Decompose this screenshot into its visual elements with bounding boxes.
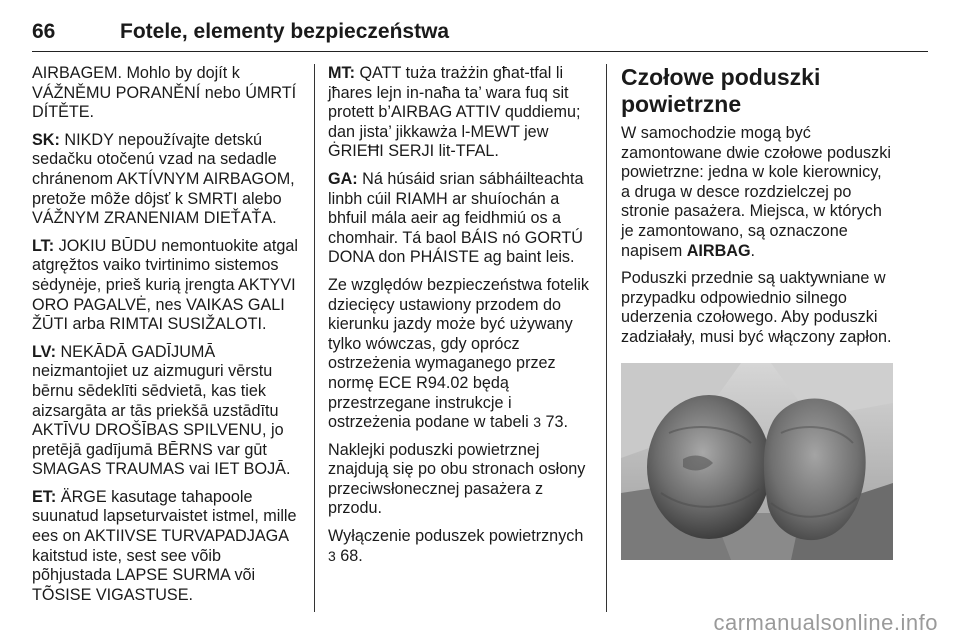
paragraph-labels: Naklejki poduszki powietrznej znajdują się po obu stronach osłony przeciwsłonecznej pasażera z przodu.	[328, 440, 586, 518]
paragraph-sk	[32, 131, 302, 229]
paragraph-text: ÄRGE kasutage tahapoole suunatud lapseturvaistet istmel, mille ees on AKTIIVSE TURVAPADJAGA kaitstud iste, sest see võib põhjustada LAPSE SURMA või TÕSISE VIGASTUSE.	[32, 487, 297, 604]
language-label: LT:	[32, 236, 55, 255]
page-reference-icon: 3	[328, 547, 336, 564]
paragraph-text: QATT tuża trażżin għat-tfal li jħares lejn in-naħa ta’ wara fuq sit protett b’AIRBAG ATTIV quddiemu; dan jista’ jikkawża l-MEWT jew ĠRIEĦI SERJI lit-TFAL.	[328, 64, 581, 161]
airbag-illustration	[621, 363, 893, 560]
page-reference-icon: 3	[533, 414, 541, 431]
paragraph-deactivation	[328, 527, 590, 566]
paragraph-text: NEKĀDĀ GADĪJUMĀ neizmantojiet uz aizmuguri vērstu bērnu sēdeklīti sēdvietā, kas tiek aizsargāta ar tās priekšā uzstādītu AKTĪVU DROŠĪBAS SPILVENU, jo pretējā gadījumā BĒRNS var gūt SMAGAS TRAUMAS vai IET BOJĀ.	[32, 342, 291, 479]
paragraph-cz-end	[32, 64, 302, 123]
paragraph-airbag-location	[621, 124, 893, 261]
header-divider	[32, 51, 928, 52]
paragraph-text: W samochodzie mogą być zamontowane dwie czołowe poduszki powietrzne: jedna w kole kierownicy, a druga w desce rozdzielczej po stronie pasażera. Miejsca, w których je zamontowano, są oznaczone napisem	[621, 124, 891, 260]
column-divider	[606, 64, 607, 612]
paragraph-lv	[32, 343, 302, 480]
section-heading: Czołowe poduszki powietrzne	[621, 64, 821, 117]
page-header	[32, 20, 928, 50]
page-number: 66	[32, 20, 56, 43]
page-reference-link[interactable]: 73.	[545, 413, 568, 432]
page-title: Fotele, elementy bezpieczeństwa	[120, 20, 450, 43]
paragraph-activation: Poduszki przednie są uaktywniane w przypadku odpowiednio silnego uderzenia czołowego. Aby poduszki zadziałały, musi być włączony zapłon.	[621, 269, 892, 346]
paragraph-ga	[328, 170, 590, 268]
paragraph-text: Ná húsáid srian sábháilteachta linbh cúil RIAMH ar shuíochán a bhfuil mála aeir ag feidhmiú os a chomhair. Tá baol BÁIS nó GORTÚ DONA don PHÁISTE ag baint leis.	[328, 169, 584, 267]
punctuation: .	[750, 241, 756, 260]
paragraph-mt	[328, 64, 590, 162]
airbag-label: AIRBAG	[686, 241, 751, 260]
column-3	[621, 64, 893, 356]
language-label: SK:	[32, 130, 60, 149]
paragraph-text: NIKDY nepoužívajte detskú sedačku otočenú vzad na sedadle chránenom AKTÍVNYM AIRBAGOM, pretože môže dôjsť k SMRTI alebo VÁŽNYM ZRANENIAM DIEŤAŤA.	[32, 130, 295, 228]
driver-airbag-shape	[647, 395, 771, 539]
paragraph-text: JOKIU BŪDU nemontuokite atgal atgręžtos vaiko tvirtinimo sistemos sėdynėje, prieš kurią įrengta AKTYVI ORO PAGALVĖ, nes VAIKAS GALI ŽŪTI arba RIMTAI SUSIŽALOTI.	[32, 236, 298, 334]
column-divider	[314, 64, 315, 612]
language-label: LV:	[32, 342, 56, 361]
paragraph-text: AIRBAGEM. Mohlo by dojít k VÁŽNĚMU PORANĚNÍ nebo ÚMRTÍ DÍTĚTE.	[32, 64, 297, 122]
paragraph-text: Ze względów bezpieczeństwa fotelik dziecięcy ustawiony przodem do kierunku jazdy może być używany tylko wówczas, gdy oprócz ostrzeżenia wymaganego przez normę ECE R94.02 będą przestrzegane instrukcje i ostrzeżenia podane w tabeli	[328, 275, 589, 432]
paragraph-text: Wyłączenie poduszek powietrznych	[328, 527, 584, 546]
language-label: MT:	[328, 64, 355, 82]
language-label: ET:	[32, 487, 57, 506]
column-2	[328, 64, 590, 574]
language-label: GA:	[328, 169, 358, 188]
watermark: carmanualsonline.info	[713, 610, 938, 635]
paragraph-forward-seat	[328, 276, 590, 433]
column-1	[32, 64, 302, 613]
page-reference-link[interactable]: 68.	[340, 546, 363, 565]
paragraph-lt	[32, 237, 302, 335]
paragraph-et	[32, 488, 302, 606]
airbag-photo	[621, 363, 893, 560]
